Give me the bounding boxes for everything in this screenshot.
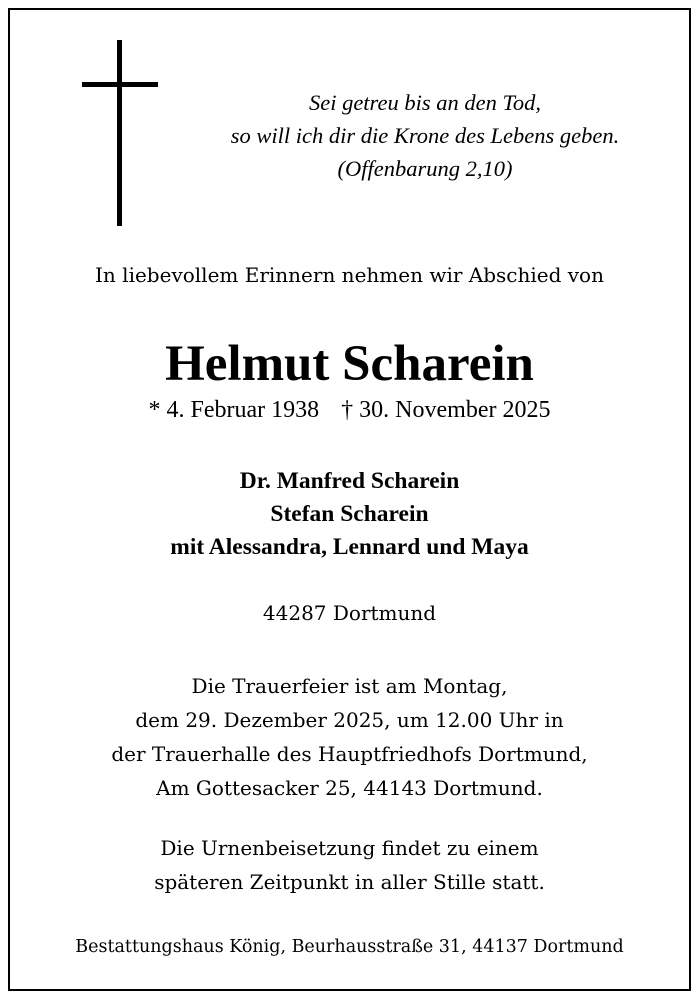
birth-date: * 4. Februar 1938 bbox=[148, 397, 320, 423]
urn-line-2: späteren Zeitpunkt in aller Stille statt. bbox=[154, 870, 545, 894]
life-dates bbox=[0, 395, 699, 425]
cross-vertical-bar bbox=[117, 40, 122, 226]
urn-line-1: Die Urnenbeisetzung findet zu einem bbox=[160, 836, 539, 860]
family-city: 44287 Dortmund bbox=[262, 601, 437, 625]
funeral-ceremony-info bbox=[0, 669, 699, 805]
bible-verse bbox=[200, 86, 650, 185]
urn-burial-info bbox=[0, 831, 699, 899]
ceremony-line-3: der Trauerhalle des Hauptfriedhofs Dortmund, bbox=[111, 742, 588, 766]
family-mourners bbox=[0, 465, 699, 564]
verse-line-2: so will ich dir die Krone des Lebens geben. bbox=[230, 123, 620, 148]
deceased-name: Helmut Scharein bbox=[165, 336, 534, 392]
mourner-line-1: Dr. Manfred Scharein bbox=[239, 468, 460, 494]
death-date: † 30. November 2025 bbox=[341, 397, 551, 423]
mourner-line-2: Stefan Scharein bbox=[270, 501, 429, 527]
funeral-home: Bestattungshaus König, Beurhausstraße 31, 44137 Dortmund bbox=[75, 937, 624, 957]
ceremony-line-2: dem 29. Dezember 2025, um 12.00 Uhr in bbox=[135, 708, 564, 732]
ceremony-line-1: Die Trauerfeier ist am Montag, bbox=[191, 674, 508, 698]
verse-line-1: Sei getreu bis an den Tod, bbox=[308, 90, 542, 115]
verse-reference: (Offenbarung 2,10) bbox=[337, 156, 513, 181]
ceremony-line-4: Am Gottesacker 25, 44143 Dortmund. bbox=[156, 776, 543, 800]
farewell-intro: In liebevollem Erinnern nehmen wir Abschied von bbox=[95, 263, 604, 287]
cross-horizontal-bar bbox=[82, 82, 158, 87]
cross-icon bbox=[82, 40, 158, 226]
mourner-line-3: mit Alessandra, Lennard und Maya bbox=[170, 534, 529, 560]
